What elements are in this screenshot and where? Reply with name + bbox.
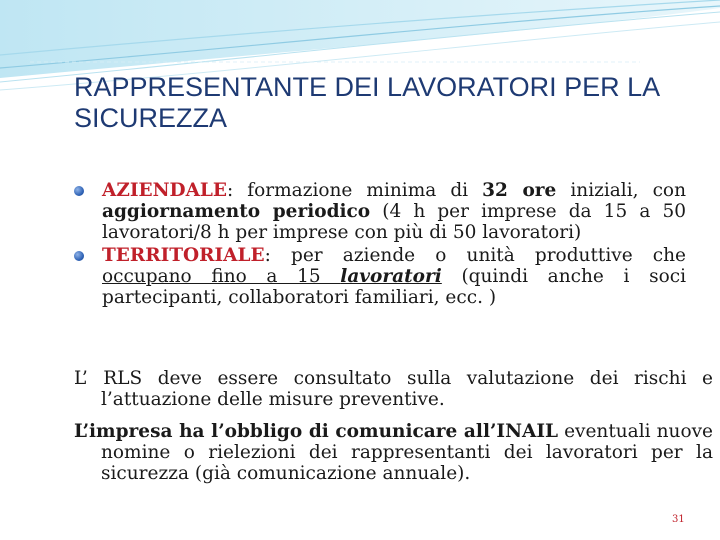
bullet-dot-icon xyxy=(74,186,84,196)
bullet-bold-update: aggiornamento periodico xyxy=(102,201,371,222)
bullet-text: : per aziende o unità produttive che xyxy=(264,245,686,266)
bullet-underlined-italic: lavoratori xyxy=(340,266,442,287)
bullet-label: TERRITORIALE xyxy=(102,245,265,266)
paragraph-consultation: L’ RLS deve essere consultato sulla valutazione dei rischi e l’attuazione delle misure preventive. xyxy=(74,368,713,410)
slide-title: RAPPRESENTANTE DEI LAVORATORI PER LA SICUREZZA xyxy=(74,72,659,133)
bullet-text: (quindi anche i soci partecipanti, collaboratori familiari, ecc. ) xyxy=(102,266,686,308)
bullet-bold-hours: 32 ore xyxy=(482,180,557,201)
paragraph-text: eventuali nuove nomine o rielezioni dei rappresentanti dei lavoratori per la sicurezza (già comunicazione annuale). xyxy=(101,421,713,484)
bullet-item-aziendale xyxy=(74,180,686,243)
page-number: 31 xyxy=(672,514,685,525)
bullet-label: AZIENDALE xyxy=(102,180,228,201)
paragraph-bold-lead: L’impresa ha l’obbligo di comunicare all’INAIL xyxy=(74,421,558,442)
bullet-dot-icon xyxy=(74,251,84,261)
bullet-text: : formazione minima di xyxy=(227,180,483,201)
bullet-text: (4 h per imprese da 15 a 50 lavoratori/8 h per imprese con più di 50 lavoratori) xyxy=(102,201,686,243)
paragraph-inail xyxy=(74,421,713,484)
bullet-underlined-text: occupano fino a 15 xyxy=(102,266,341,287)
bullet-item-territoriale xyxy=(74,245,686,308)
bullet-list xyxy=(74,180,686,310)
bullet-text: iniziali, con xyxy=(556,180,686,201)
